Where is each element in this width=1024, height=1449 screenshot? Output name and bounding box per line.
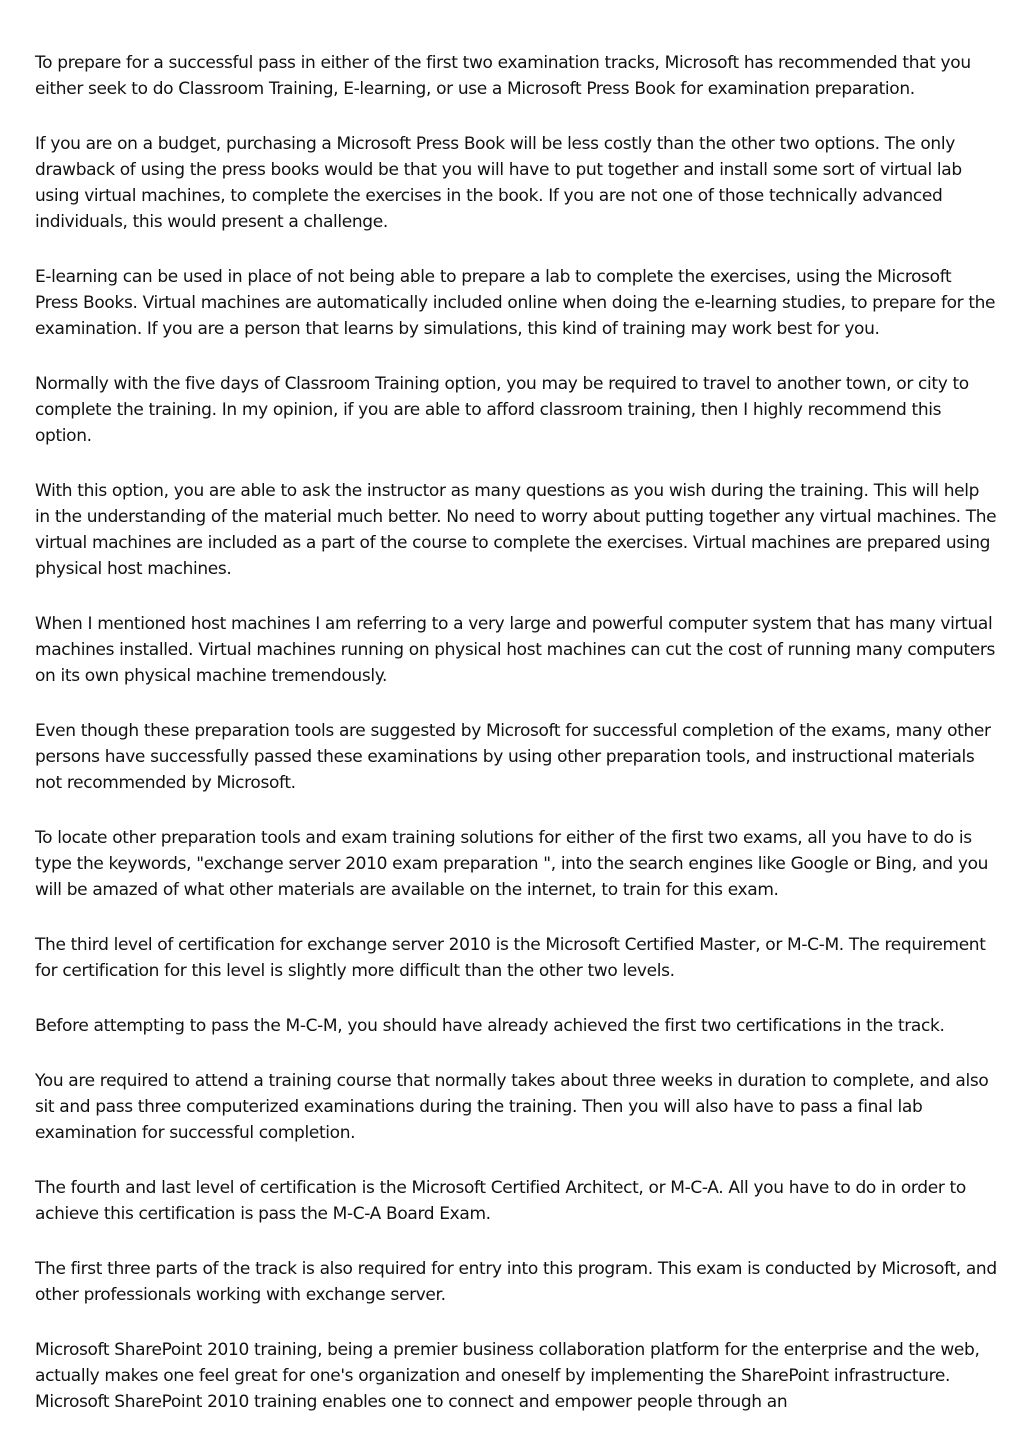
paragraph: To locate other preparation tools and exam training solutions for either of the first two exams, all you have to do is type the keywords, "exchange server 2010 exam preparation ", into the search engines like Google or Bing, and you will be amazed of what other materials are available on the internet, to train for this exam. xyxy=(35,828,989,900)
paragraph: Microsoft SharePoint 2010 training, being a premier business collaboration platform for the enterprise and the web, actually makes one feel great for one's organization and oneself by implementing the SharePoint infrastructure. Microsoft SharePoint 2010 training enables one to connect and empower people through an xyxy=(35,1340,980,1412)
paragraph: The third level of certification for exchange server 2010 is the Microsoft Certified Master, or M-C-M. The requirement for certification for this level is slightly more difficult than the other two levels. xyxy=(35,935,986,981)
paragraph: If you are on a budget, purchasing a Microsoft Press Book will be less costly than the other two options. The only drawback of using the press books would be that you will have to put together and install some sort of virtual lab using virtual machines, to complete the exercises in the book. If you are not one of those technically advanced individuals, this would present a challenge. xyxy=(35,134,962,232)
paragraph: Before attempting to pass the M-C-M, you should have already achieved the first two certifications in the track. xyxy=(35,1016,945,1036)
paragraph: The first three parts of the track is also required for entry into this program. This exam is conducted by Microsoft, and other professionals working with exchange server. xyxy=(35,1259,997,1305)
paragraph: Normally with the five days of Classroom Training option, you may be required to travel to another town, or city to complete the training. In my opinion, if you are able to afford classroom training, then I highly recommend this option. xyxy=(35,374,969,446)
document-page xyxy=(35,50,997,1444)
paragraph: E-learning can be used in place of not being able to prepare a lab to complete the exercises, using the Microsoft Press Books. Virtual machines are automatically included online when doing the e-learning studies, to prepare for the examination. If you are a person that learns by simulations, this kind of training may work best for you. xyxy=(35,267,996,339)
paragraph: When I mentioned host machines I am referring to a very large and powerful computer system that has many virtual machines installed. Virtual machines running on physical host machines can cut the cost of running many computers on its own physical machine tremendously. xyxy=(35,614,996,686)
paragraph: You are required to attend a training course that normally takes about three weeks in duration to complete, and also sit and pass three computerized examinations during the training. Then you will also have to pass a final lab examination for successful completion. xyxy=(35,1071,989,1143)
paragraph: With this option, you are able to ask the instructor as many questions as you wish during the training. This will help in the understanding of the material much better. No need to worry about putting together any virtual machines. The virtual machines are included as a part of the course to complete the exercises. Virtual machines are prepared using physical host machines. xyxy=(35,481,997,579)
paragraph: The fourth and last level of certification is the Microsoft Certified Architect, or M-C-A. All you have to do in order to achieve this certification is pass the M-C-A Board Exam. xyxy=(35,1178,966,1224)
paragraph: To prepare for a successful pass in either of the first two examination tracks, Microsoft has recommended that you either seek to do Classroom Training, E-learning, or use a Microsoft Press Book for examination preparation. xyxy=(35,53,971,99)
paragraph: Even though these preparation tools are suggested by Microsoft for successful completion of the exams, many other persons have successfully passed these examinations by using other preparation tools, and instructional materials not recommended by Microsoft. xyxy=(35,721,991,793)
